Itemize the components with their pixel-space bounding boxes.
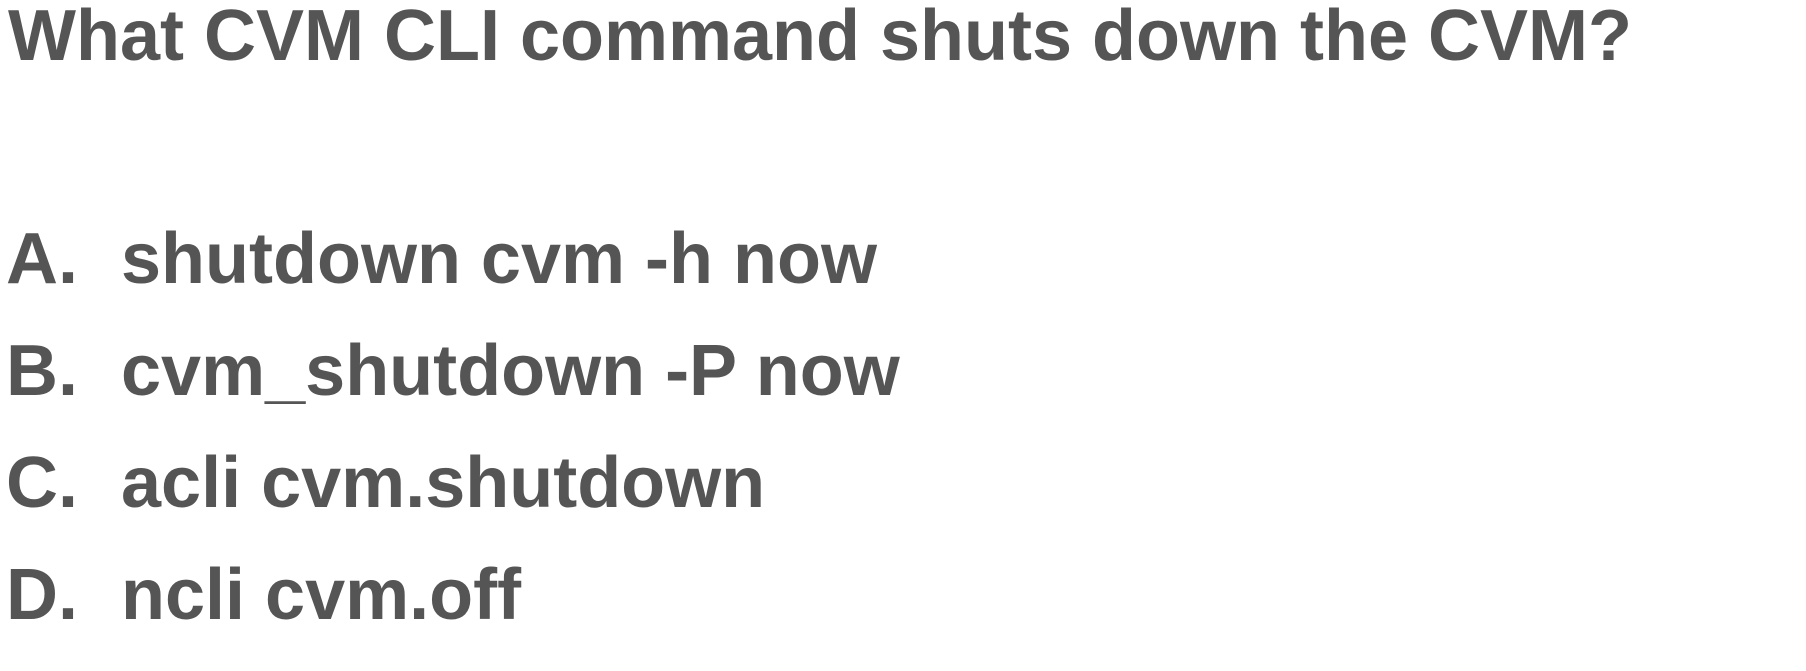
option-d-text: ncli cvm.off bbox=[121, 555, 522, 635]
option-b-text: cvm_shutdown -P now bbox=[121, 331, 900, 411]
option-a-text: shutdown cvm -h now bbox=[121, 219, 877, 299]
option-c-letter: C. bbox=[6, 443, 78, 523]
option-d bbox=[6, 555, 900, 671]
option-b-letter: B. bbox=[6, 331, 78, 411]
answer-options bbox=[6, 219, 900, 671]
option-b bbox=[6, 331, 900, 447]
option-d-letter: D. bbox=[6, 555, 78, 635]
option-a-letter: A. bbox=[6, 219, 78, 299]
question-text: What CVM CLI command shuts down the CVM? bbox=[8, 0, 1632, 76]
option-c-text: acli cvm.shutdown bbox=[121, 443, 766, 523]
option-a bbox=[6, 219, 900, 335]
option-c bbox=[6, 443, 900, 559]
